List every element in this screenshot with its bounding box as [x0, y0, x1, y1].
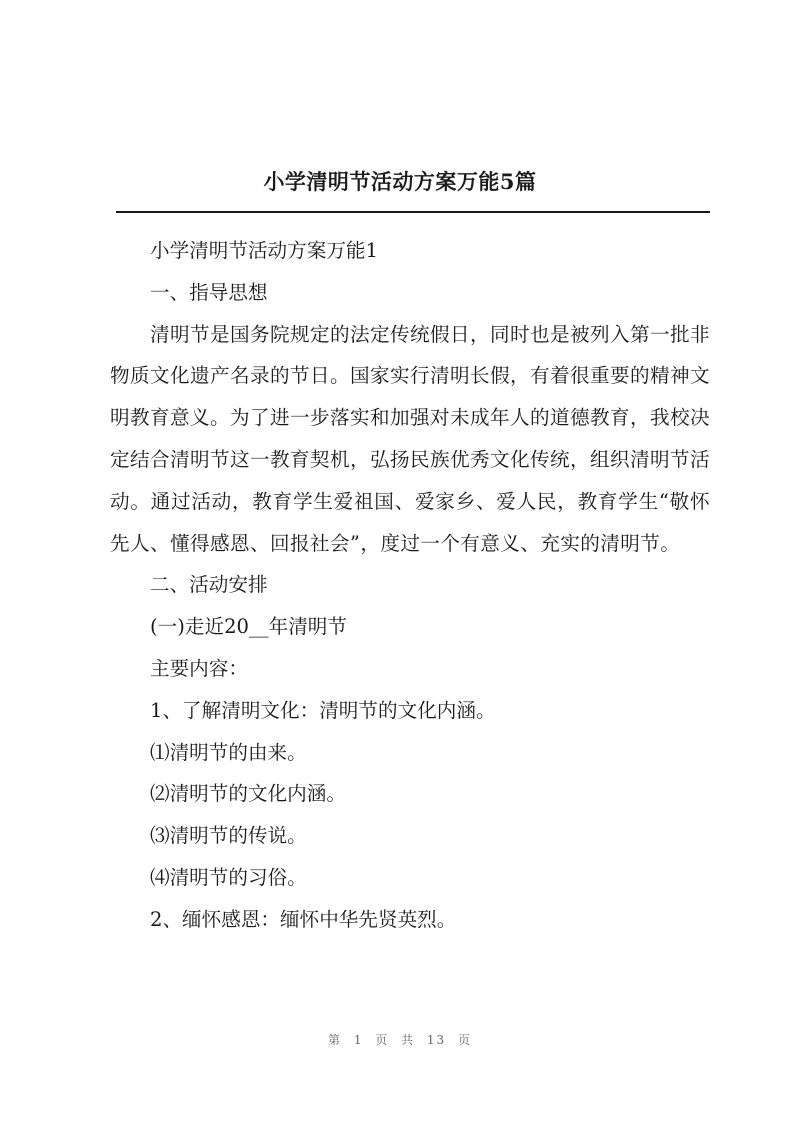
paragraph-item-1: 1、了解清明文化：清明节的文化内涵。: [150, 698, 496, 722]
paragraph-subitem-4: ⑷清明节的习俗。: [150, 865, 307, 889]
paragraph-subheading-1: (一)走近20__年清明节: [150, 615, 347, 639]
paragraph-subitem-3: ⑶清明节的传说。: [150, 824, 307, 848]
paragraph-item-2: 2、缅怀感恩：缅怀中华先贤英烈。: [150, 907, 457, 931]
paragraph-section-heading: 小学清明节活动方案万能1: [150, 239, 378, 262]
paragraph-subitem-1: ⑴清明节的由来。: [150, 740, 307, 764]
paragraph-subitem-2: ⑵清明节的文化内涵。: [150, 782, 346, 806]
page-footer: 第 1 页 共 13 页: [328, 1033, 472, 1047]
document-title: 小学清明节活动方案万能5篇: [263, 169, 537, 194]
document-body: [110, 230, 710, 941]
paragraph-heading-1: 一、指导思想: [150, 280, 268, 304]
paragraph-guiding-idea: 清明节是国务院规定的法定传统假日，同时也是被列入第一批非物质文化遗产名录的节日。国家实行清明长假，有着很重要的精神文明教育意义。为了进一步落实和加强对未成年人的道德教育，我校决定结合清明节这一教育契机，弘扬民族优秀文化传统，组织清明节活动。通过活动，教育学生爱祖国、爱家乡、爱人民，教育学生“敬怀先人、懂得感恩、回报社会”，度过一个有意义、充实的清明节。: [110, 322, 710, 555]
title-divider: [116, 211, 710, 213]
paragraph-heading-2: 二、活动安排: [150, 573, 268, 597]
paragraph-main-content-label: 主要内容：: [150, 656, 248, 680]
